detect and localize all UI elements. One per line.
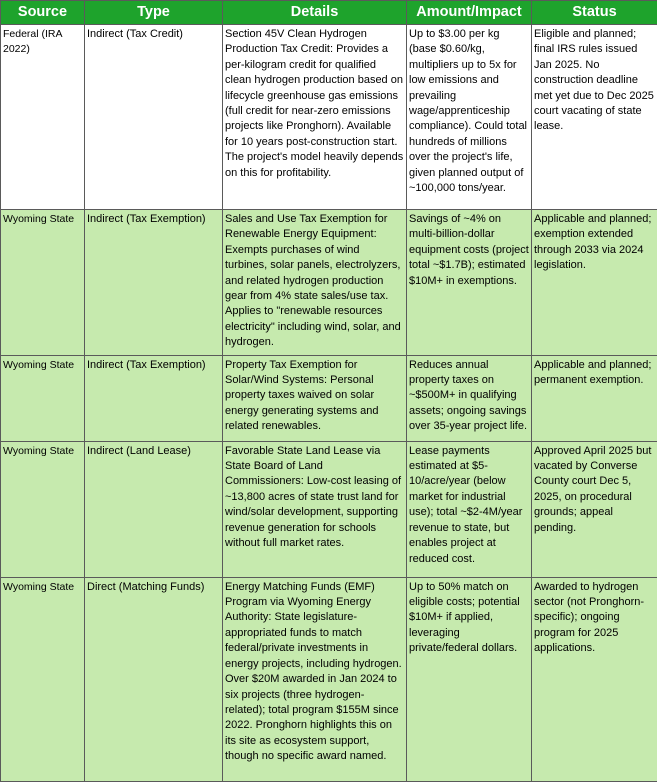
header-amount: Amount/Impact	[407, 1, 532, 25]
cell-amount: Savings of ~4% on multi-billion-dollar equipment costs (project total ~$1.7B); estimated $10M+ in exemptions.	[407, 210, 532, 356]
cell-source: Federal (IRA 2022)	[1, 25, 85, 210]
cell-status: Awarded to hydrogen sector (not Pronghorn-specific); ongoing program for 2025 applications.	[532, 577, 657, 781]
table-row	[1, 441, 657, 577]
cell-details: Property Tax Exemption for Solar/Wind Systems: Personal property taxes waived on solar energy generating systems and related renewables.	[223, 355, 407, 441]
table-row	[1, 210, 657, 356]
cell-type: Indirect (Tax Exemption)	[85, 210, 223, 356]
table-row	[1, 577, 657, 781]
cell-type: Indirect (Tax Exemption)	[85, 355, 223, 441]
cell-details: Favorable State Land Lease via State Board of Land Commissioners: Low-cost leasing of ~13,800 acres of state trust land for wind/solar development, supporting revenue generation for schools without full market rates.	[223, 441, 407, 577]
cell-type: Indirect (Land Lease)	[85, 441, 223, 577]
cell-source: Wyoming State	[1, 577, 85, 781]
table-row	[1, 25, 657, 210]
header-details: Details	[223, 1, 407, 25]
cell-details: Sales and Use Tax Exemption for Renewable Energy Equipment: Exempts purchases of wind turbines, solar panels, electrolyzers, and related hydrogen production gear from 4% state sales/use tax. Applies to "renewable resources electricity" including wind, solar, and hydrogen.	[223, 210, 407, 356]
cell-source: Wyoming State	[1, 355, 85, 441]
cell-source: Wyoming State	[1, 210, 85, 356]
cell-amount: Up to $3.00 per kg (base $0.60/kg, multipliers up to 5x for low emissions and prevailing wage/apprenticeship compliance). Could total hundreds of millions over the project's life, given planned output of ~100,000 tons/year.	[407, 25, 532, 210]
cell-details: Section 45V Clean Hydrogen Production Tax Credit: Provides a per-kilogram credit for qualified clean hydrogen production based on lifecycle greenhouse gas emissions (full credit for near-zero emissions projects like Pronghorn). Available for 10 years post-construction start. The project's model heavily depends on this for profitability.	[223, 25, 407, 210]
cell-type: Direct (Matching Funds)	[85, 577, 223, 781]
cell-type: Indirect (Tax Credit)	[85, 25, 223, 210]
cell-status: Approved April 2025 but vacated by Converse County court Dec 5, 2025, on procedural grounds; appeal pending.	[532, 441, 657, 577]
cell-source: Wyoming State	[1, 441, 85, 577]
cell-status: Applicable and planned; permanent exemption.	[532, 355, 657, 441]
table-row	[1, 355, 657, 441]
cell-details: Energy Matching Funds (EMF) Program via Wyoming Energy Authority: State legislature-appropriated funds to match federal/private investments in energy projects, including hydrogen. Over $20M awarded in Jan 2024 to six projects (three hydrogen-related); total program $155M since 2022. Pronghorn highlights this on its site as ecosystem support, though no specific award named.	[223, 577, 407, 781]
header-type: Type	[85, 1, 223, 25]
cell-amount: Up to 50% match on eligible costs; potential $10M+ if applied, leveraging private/federal dollars.	[407, 577, 532, 781]
header-source: Source	[1, 1, 85, 25]
cell-status: Eligible and planned; final IRS rules issued Jan 2025. No construction deadline met yet due to Dec 2025 court vacating of state lease.	[532, 25, 657, 210]
header-status: Status	[532, 1, 657, 25]
cell-amount: Reduces annual property taxes on ~$500M+ in qualifying assets; ongoing savings over 35-year project life.	[407, 355, 532, 441]
cell-status: Applicable and planned; exemption extended through 2033 via 2024 legislation.	[532, 210, 657, 356]
cell-amount: Lease payments estimated at $5-10/acre/year (below market for industrial use); total ~$2-4M/year revenue to state, but enables project at reduced cost.	[407, 441, 532, 577]
header-row	[1, 1, 657, 25]
